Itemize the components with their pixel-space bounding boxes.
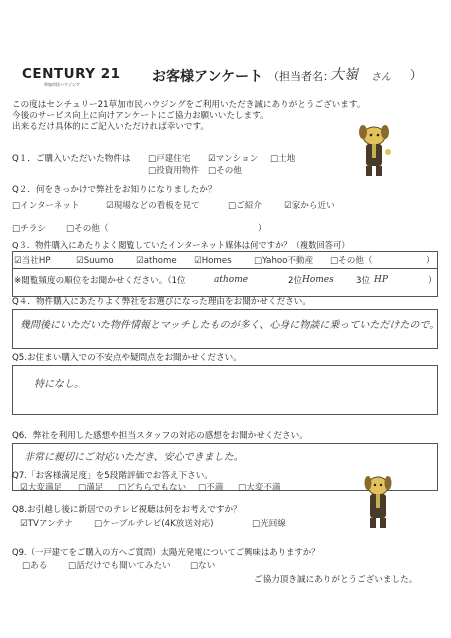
q1-label: Q１．ご購入いただいた物件は xyxy=(12,154,131,164)
q3-rank3-label: 3位 xyxy=(356,276,371,286)
q1-option[interactable]: □土地 xyxy=(270,154,296,164)
q2-close: ） xyxy=(258,224,267,234)
q2-option[interactable]: ☑現場などの看板を見て xyxy=(106,201,200,211)
footer-thanks: ご協力頂き誠にありがとうございました。 xyxy=(254,575,418,585)
q2-label: Q２．何をきっかけで弊社をお知りになりましたか？ xyxy=(12,185,217,195)
q3-option[interactable]: ☑athome xyxy=(136,256,177,266)
q2-option[interactable]: ☑家から近い xyxy=(284,201,335,211)
q7-option[interactable]: □どちらでもない xyxy=(118,483,187,493)
staff-suffix: さん xyxy=(371,72,391,83)
q3-option[interactable]: □その他（ xyxy=(330,256,373,266)
q8-option[interactable]: ☑TVアンテナ xyxy=(20,519,73,529)
q1-option[interactable]: □戸建住宅 xyxy=(148,154,191,164)
q5-label: Q5.お住まい購入での不安点や疑問点をお聞かせください。 xyxy=(12,353,242,363)
q3-divider xyxy=(12,268,438,269)
company-logo: CENTURY 21 xyxy=(22,66,121,82)
q7-option[interactable]: ☑大変満足 xyxy=(20,483,63,493)
q4-answer: 幾問後にいただいた物件情報とマッチしたものが多く、心身に物談に乗っていただけたので。 xyxy=(20,320,440,331)
staff-name: 大嶺 xyxy=(330,67,358,83)
q3-rank2: Homes xyxy=(302,275,334,285)
q3-rank-label: ※閲覧頻度の順位をお聞かせください。（1位 xyxy=(14,276,186,286)
q2-option[interactable]: □チラシ xyxy=(12,224,46,234)
q8-option[interactable]: □ケーブルテレビ(4K放送対応) xyxy=(94,519,214,529)
q3-option[interactable]: ☑当社HP xyxy=(14,256,51,266)
page-title: お客様アンケート xyxy=(152,69,264,85)
q3-rank-close: ） xyxy=(428,276,437,286)
q7-option[interactable]: □満足 xyxy=(78,483,104,493)
q3-rank2-label: 2位 xyxy=(288,276,303,286)
logo-subtitle: 草加市民ハウジング xyxy=(44,82,80,87)
q2-option[interactable]: □その他（ xyxy=(66,224,109,234)
q2-option[interactable]: □ご紹介 xyxy=(228,201,262,211)
q3-close: ） xyxy=(426,256,435,266)
q4-label: Q４．物件購入にあたりよく弊社をお選びになった理由をお聞かせください。 xyxy=(12,297,311,307)
q5-answer-box[interactable] xyxy=(12,365,438,415)
intro-line: 今後のサービス向上に向けアンケートにご協力お願いいたします。 xyxy=(12,111,269,121)
q1-option[interactable]: □その他 xyxy=(208,166,242,176)
q1-option[interactable]: □投資用物件 xyxy=(148,166,200,176)
intro-line: 出来るだけ具体的にご記入いただければ幸いです。 xyxy=(12,122,209,132)
q7-label: Q7.「お客様満足度」を5段階評価でお答え下さい。 xyxy=(12,471,213,481)
q3-option[interactable]: ☑Homes xyxy=(194,256,232,266)
q3-rank3: HP xyxy=(374,275,388,285)
q7-option[interactable]: □大変不満 xyxy=(238,483,281,493)
q3-rank1: athome xyxy=(214,275,249,285)
dog-mascot-illustration xyxy=(352,122,397,182)
q3-label: Q３．物件購入にあたりよく閲覧していたインターネット媒体は何ですか？（複数回答可） xyxy=(12,240,350,250)
q3-option[interactable]: ☑Suumo xyxy=(76,256,114,266)
q8-option[interactable]: □光回線 xyxy=(252,519,286,529)
staff-label: （担当者名： xyxy=(268,70,334,83)
q8-label: Q8.お引越し後に新居でのテレビ視聴は何をお考えですか？ xyxy=(12,505,242,515)
dog-mascot-illustration xyxy=(358,472,398,532)
q1-option[interactable]: ☑マンション xyxy=(208,154,259,164)
q6-answer: 非常に親切にご対応いただき、安心できました。 xyxy=(24,452,244,463)
q9-option[interactable]: □ない xyxy=(190,561,216,571)
staff-close: ） xyxy=(410,68,423,82)
q9-option[interactable]: □ある xyxy=(22,561,48,571)
intro-line: この度はセンチュリー21草加市民ハウジングをご利用いただき誠にありがとうございます。 xyxy=(12,100,366,110)
q6-label: Q6．弊社を利用した感想や担当スタッフの対応の感想をお聞かせください。 xyxy=(12,431,308,441)
q9-label: Q9.（一戸建てをご購入の方へご質問）太陽光発電についてご興味はありますか？ xyxy=(12,547,320,557)
q2-option[interactable]: □インターネット xyxy=(12,201,80,211)
q5-answer: 特になし。 xyxy=(34,379,84,390)
q9-option[interactable]: □話だけでも聞いてみたい xyxy=(68,561,171,571)
q7-option[interactable]: □不満 xyxy=(198,483,224,493)
q3-option[interactable]: □Yahoo不動産 xyxy=(254,256,314,266)
